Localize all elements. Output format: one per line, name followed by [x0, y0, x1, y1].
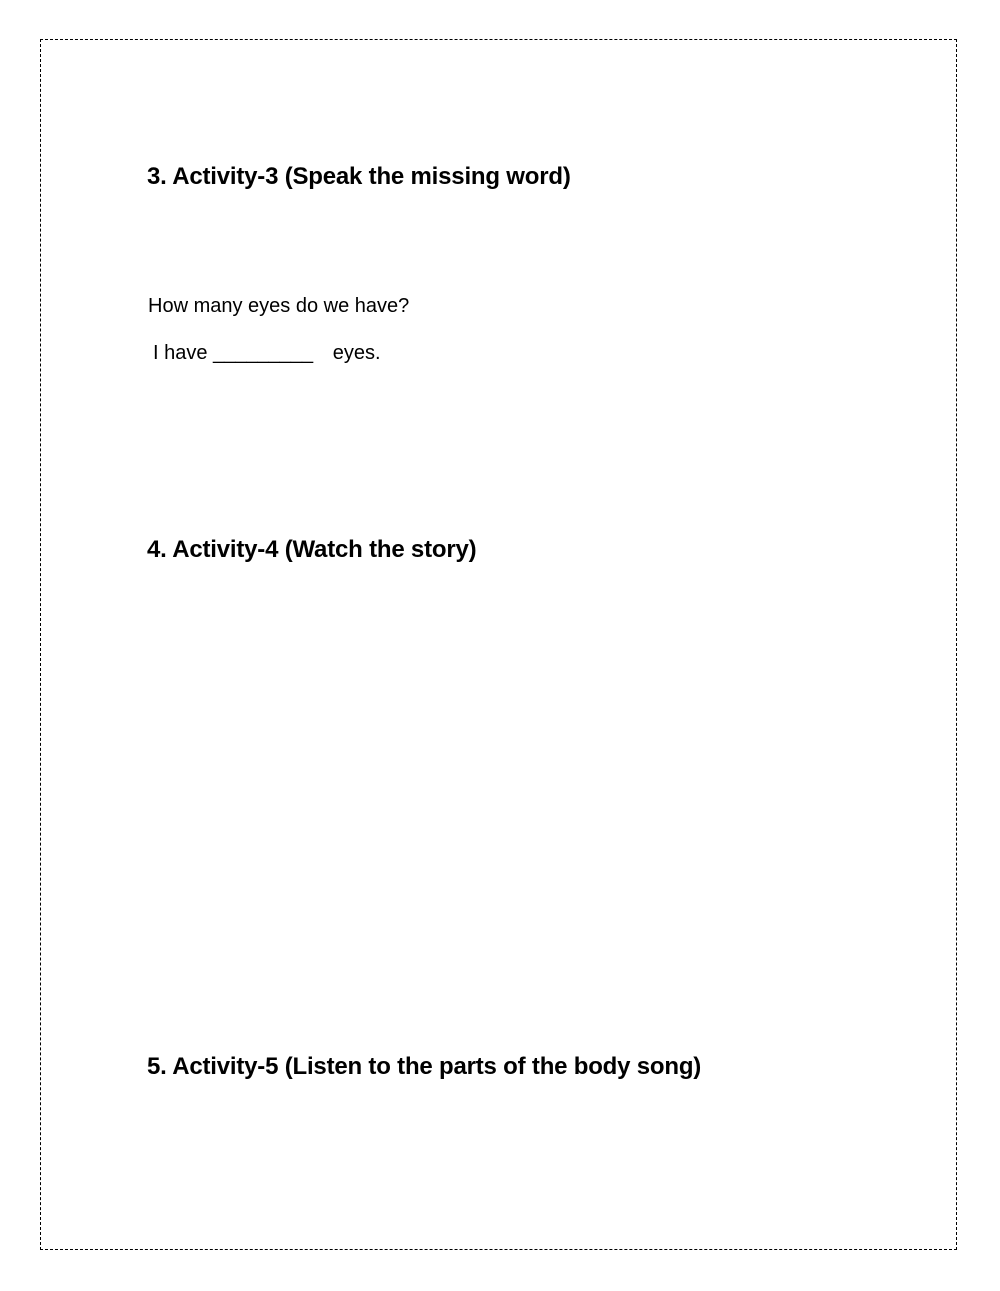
activity-3-question: How many eyes do we have? — [148, 295, 410, 317]
activity-3-heading: 3. Activity-3 (Speak the missing word) — [147, 163, 571, 190]
activity-3-answer-line — [153, 343, 381, 363]
answer-blank[interactable]: _________ — [213, 342, 314, 364]
answer-prefix: I have — [153, 342, 208, 364]
activity-4-heading: 4. Activity-4 (Watch the story) — [147, 536, 477, 563]
answer-suffix: eyes. — [332, 342, 381, 364]
activity-5-heading: 5. Activity-5 (Listen to the parts of the body song) — [147, 1053, 702, 1080]
